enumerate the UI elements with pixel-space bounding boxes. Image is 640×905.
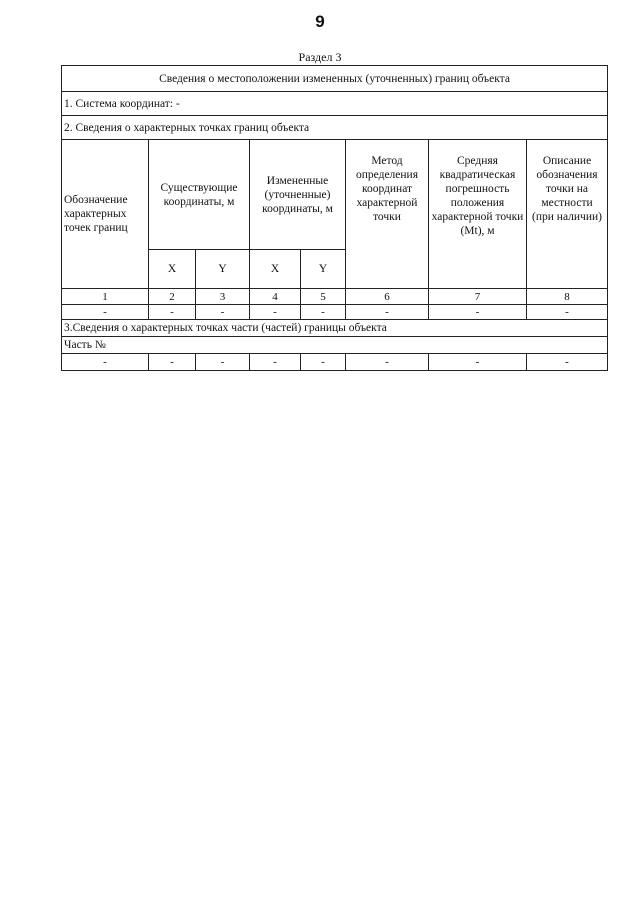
section-title: Раздел 3 — [298, 50, 342, 64]
parts-heading-row — [62, 320, 608, 337]
table-cell: - — [62, 354, 149, 371]
table-cell: - — [527, 305, 608, 320]
header-existing-x: X — [149, 250, 196, 289]
header-changed-coords: Измененные (уточненные) координаты, м — [250, 140, 346, 250]
parts-data-row — [62, 354, 608, 371]
column-header-row — [62, 140, 608, 250]
part-number-label: Часть № — [62, 337, 608, 354]
column-number: 8 — [527, 289, 608, 305]
table-cell: - — [62, 305, 149, 320]
column-number: 4 — [250, 289, 301, 305]
table-cell: - — [301, 354, 346, 371]
parts-heading: 3.Сведения о характерных точках части (частей) границы объекта — [62, 320, 608, 337]
header-changed-y: Y — [301, 250, 346, 289]
coordinate-system-row — [62, 92, 608, 116]
table-title-row — [62, 66, 608, 92]
header-designation: Обозначение характерных точек границ — [62, 140, 149, 289]
coordinate-system-label: 1. Система координат: - — [62, 92, 608, 116]
header-description: Описание обозначения точки на местности (при наличии) — [527, 140, 608, 289]
column-number: 6 — [346, 289, 429, 305]
table-cell: - — [429, 354, 527, 371]
table-title: Сведения о местоположении измененных (уточненных) границ объекта — [62, 66, 608, 92]
column-numbers-row — [62, 289, 608, 305]
column-number: 7 — [429, 289, 527, 305]
table-cell: - — [250, 354, 301, 371]
column-number: 5 — [301, 289, 346, 305]
points-data-row — [62, 305, 608, 320]
header-changed-x: X — [250, 250, 301, 289]
column-number: 3 — [196, 289, 250, 305]
points-heading-row — [62, 116, 608, 140]
table-cell: - — [346, 305, 429, 320]
points-heading: 2. Сведения о характерных точках границ объекта — [62, 116, 608, 140]
table-cell: - — [250, 305, 301, 320]
table-cell: - — [301, 305, 346, 320]
header-method: Метод определения координат характерной точки — [346, 140, 429, 289]
table-cell: - — [196, 305, 250, 320]
header-existing-y: Y — [196, 250, 250, 289]
boundary-points-table — [61, 65, 608, 371]
header-existing-coords: Существующие координаты, м — [149, 140, 250, 250]
header-mean-error: Средняя квадратическая погрешность положения характерной точки (Mt), м — [429, 140, 527, 289]
column-number: 2 — [149, 289, 196, 305]
table-cell: - — [527, 354, 608, 371]
column-number: 1 — [62, 289, 149, 305]
table-cell: - — [196, 354, 250, 371]
page-number: 9 — [315, 12, 325, 31]
table-cell: - — [149, 354, 196, 371]
table-cell: - — [149, 305, 196, 320]
table-cell: - — [346, 354, 429, 371]
part-number-row — [62, 337, 608, 354]
table-cell: - — [429, 305, 527, 320]
